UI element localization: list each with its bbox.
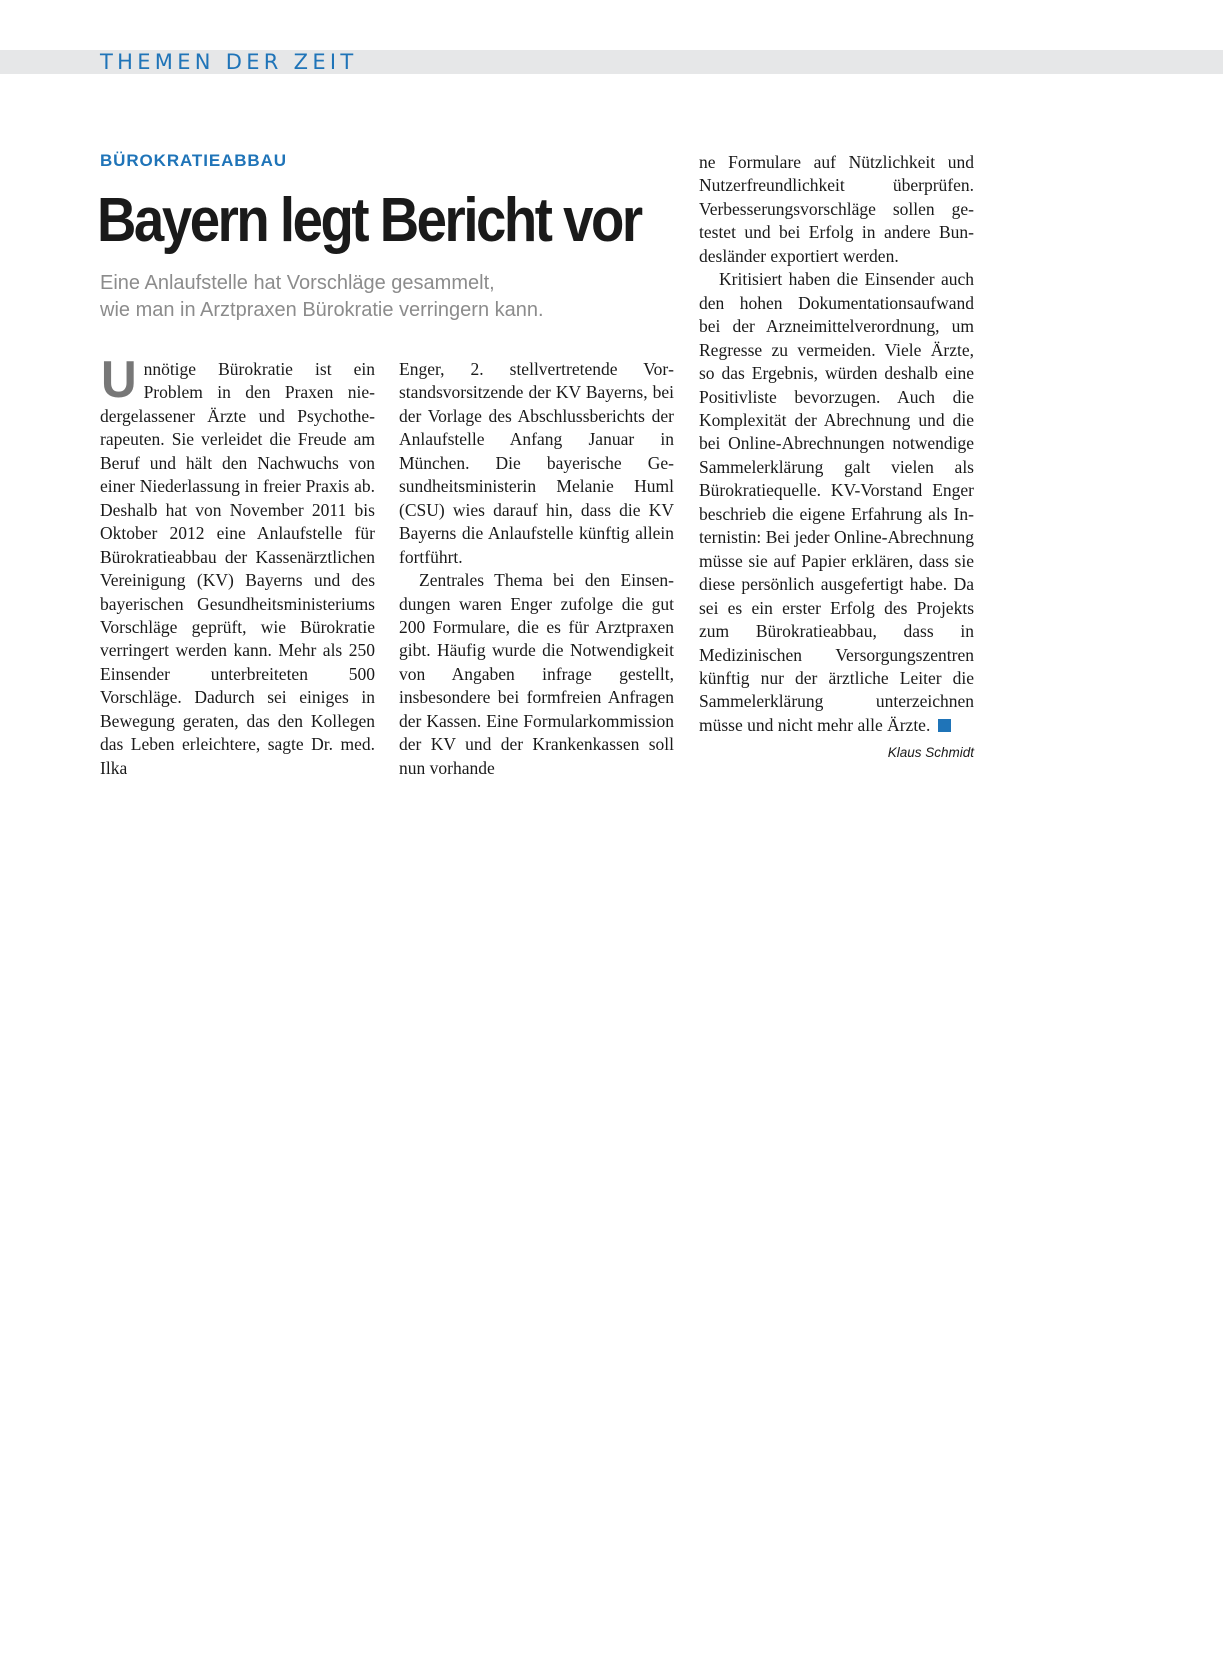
article-column-1	[100, 351, 375, 780]
paragraph: ne Formulare auf Nützlichkeit und Nutzerfreundlichkeit überprüfen. Verbesserungsvorschläge sollen getestet und bei Erfolg in andere Bundesländer exportiert werden.	[699, 152, 974, 266]
paragraph-text: Kritisiert haben die Einsender auch den hohen Dokumentationsaufwand bei der Arzneimittelverordnung, um Regresse zu vermeiden. Viele Ärzte, so das Ergebnis, würden deshalb eine Positivliste bevorzugen. Auch die Komplexität der Abrechnung und die bei Online-Abrechnungen notwendige Sammelerklärung galt vielen als Bürokratiequelle. KV-Vorstand Enger beschrieb die eigene Erfahrung als Internistin: Bei jeder Online-Abrechnung müsse sie auf Papier erklären, dass sie diese persönlich ausgefertigt habe. Da sei es ein erster Erfolg des Projekts zum Bürokratieabbau, dass in Medizinischen Versorgungszentren künftig nur der ärztliche Leiter die Sammelerklärung unterzeichnen müsse und nicht mehr alle Ärzte.	[699, 269, 974, 735]
paragraph: Enger, 2. stellvertretende Vorstandsvorsitzende der KV Bayerns, bei der Vorlage des Abschlussberichts der Anlaufstelle Anfang Januar in München. Die bayerische Gesundheitsministerin Melanie Huml (CSU) wies darauf hin, dass die KV Bayerns die Anlaufstelle künftig allein fortführt.	[399, 359, 674, 567]
paragraph	[100, 351, 375, 780]
article-kicker: BÜROKRATIEABBAU	[100, 151, 287, 170]
section-label: THEMEN DER ZEIT	[100, 50, 358, 74]
subtitle-line-1: Eine Anlaufstelle hat Vorschläge gesammelt,	[100, 272, 495, 294]
end-of-article-icon	[938, 719, 951, 732]
article-headline: Bayern legt Bericht vor	[97, 186, 641, 255]
article-column-2	[399, 358, 674, 780]
article-subtitle	[100, 270, 660, 324]
subtitle-line-2: wie man in Arztpraxen Bürokratie verringern kann.	[100, 299, 544, 321]
paragraph-text: nnötige Bürokratie ist ein Problem in den Praxen niedergelassener Ärzte und Psychotherapeuten. Sie verleidet die Freude am Beruf und hält den Nachwuchs von einer Niederlassung in freier Praxis ab. Deshalb hat von November 2011 bis Oktober 2012 eine Anlaufstelle für Bürokratieabbau der Kassenärztlichen Vereinigung (KV) Bayerns und des bayerischen Gesundheitsministeriums Vorschläge geprüft, wie Bürokratie verringert werden kann. Mehr als 250 Einsender unterbreiteten 500 Vorschläge. Dadurch sei einiges in Bewegung geraten, das den Kollegen das Leben erleichtere, sagte Dr. med. Ilka	[100, 359, 375, 778]
article-column-3	[699, 151, 974, 765]
paragraph	[699, 268, 974, 737]
author-byline: Klaus Schmidt	[887, 745, 974, 761]
paragraph: Zentrales Thema bei den Einsendungen waren Enger zufolge die gut 200 Formulare, die es für Arztpraxen gibt. Häufig wurde die Notwendigkeit von Angaben infrage gestellt, insbesondere bei formfreien Anfragen der Kassen. Eine Formularkommission der KV und der Krankenkassen soll nun vorhande	[399, 570, 674, 778]
drop-cap: U	[100, 351, 137, 409]
